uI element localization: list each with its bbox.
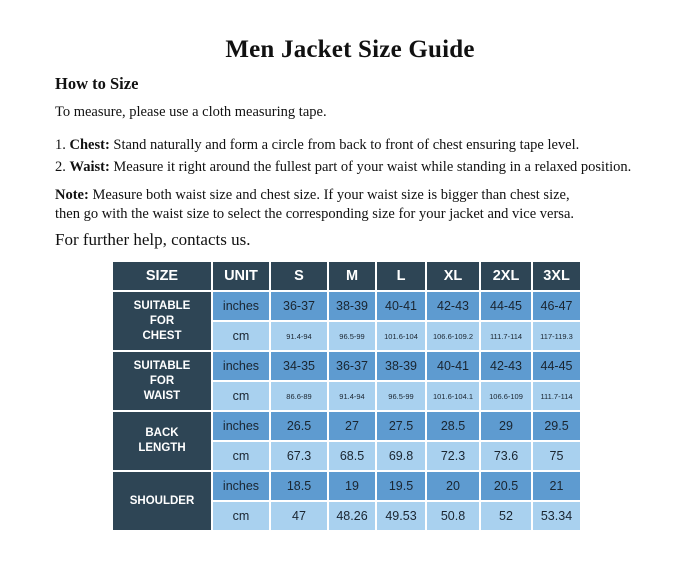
- size-cell: 47: [271, 502, 327, 530]
- size-cell: 117-119.3: [533, 322, 580, 350]
- size-cell: 49.53: [377, 502, 425, 530]
- size-cell: 106.6-109: [481, 382, 531, 410]
- size-cell: 19.5: [377, 472, 425, 500]
- unit-cell: cm: [213, 382, 269, 410]
- size-cell: 111.7-114: [481, 322, 531, 350]
- header-2xl: 2XL: [481, 262, 531, 290]
- unit-cell: cm: [213, 502, 269, 530]
- size-cell: 20.5: [481, 472, 531, 500]
- size-cell: 28.5: [427, 412, 479, 440]
- unit-cell: cm: [213, 322, 269, 350]
- size-cell: 26.5: [271, 412, 327, 440]
- size-cell: 96.5-99: [329, 322, 375, 350]
- size-cell: 86.6-89: [271, 382, 327, 410]
- size-cell: 40-41: [427, 352, 479, 380]
- header-3xl: 3XL: [533, 262, 580, 290]
- size-cell: 67.3: [271, 442, 327, 470]
- size-cell: 50.8: [427, 502, 479, 530]
- help-text: For further help, contacts us.: [55, 230, 251, 249]
- size-cell: 52: [481, 502, 531, 530]
- size-cell: 42-43: [427, 292, 479, 320]
- note-line-2: then go with the waist size to select the corresponding size for your jacket and vice versa.: [55, 206, 575, 222]
- instruction-text: Measure it right around the fullest part of your waist while standing in a relaxed position.: [109, 159, 632, 175]
- instruction-term: Waist:: [69, 159, 110, 175]
- size-cell: 53.34: [533, 502, 580, 530]
- note-line-1: Measure both waist size and chest size. If your waist size is bigger than chest size,: [88, 187, 570, 203]
- row-label-waist: SUITABLE FOR WAIST: [113, 352, 211, 410]
- size-cell: 69.8: [377, 442, 425, 470]
- table-row: [113, 352, 580, 380]
- size-cell: 38-39: [377, 352, 425, 380]
- header-m: M: [329, 262, 375, 290]
- instruction-number: 1.: [55, 137, 66, 153]
- size-cell: 42-43: [481, 352, 531, 380]
- size-cell: 19: [329, 472, 375, 500]
- table-row: [113, 472, 580, 500]
- unit-cell: inches: [213, 472, 269, 500]
- size-cell: 48.26: [329, 502, 375, 530]
- unit-cell: inches: [213, 412, 269, 440]
- size-cell: 29: [481, 412, 531, 440]
- note-term: Note:: [55, 187, 89, 203]
- size-cell: 91.4-94: [329, 382, 375, 410]
- size-cell: 36-37: [271, 292, 327, 320]
- table-row: [113, 412, 580, 440]
- header-xl: XL: [427, 262, 479, 290]
- size-cell: 38-39: [329, 292, 375, 320]
- instruction-number: 2.: [55, 159, 66, 175]
- unit-cell: inches: [213, 292, 269, 320]
- how-to-size-heading: How to Size: [55, 74, 139, 93]
- size-cell: 91.4-94: [271, 322, 327, 350]
- size-cell: 101.6-104: [377, 322, 425, 350]
- size-cell: 29.5: [533, 412, 580, 440]
- row-label-shoulder: SHOULDER: [113, 472, 211, 530]
- instruction-waist: [55, 159, 631, 176]
- size-cell: 44-45: [481, 292, 531, 320]
- note-paragraph: [55, 186, 675, 224]
- size-cell: 27.5: [377, 412, 425, 440]
- size-chart-table: [111, 260, 582, 532]
- size-cell: 101.6-104.1: [427, 382, 479, 410]
- header-s: S: [271, 262, 327, 290]
- size-cell: 73.6: [481, 442, 531, 470]
- intro-text: To measure, please use a cloth measuring tape.: [55, 104, 327, 120]
- size-cell: 44-45: [533, 352, 580, 380]
- size-cell: 111.7-114: [533, 382, 580, 410]
- size-cell: 27: [329, 412, 375, 440]
- header-size: SIZE: [113, 262, 211, 290]
- size-cell: 18.5: [271, 472, 327, 500]
- header-l: L: [377, 262, 425, 290]
- page-title: Men Jacket Size Guide: [225, 36, 475, 63]
- row-label-chest: SUITABLE FOR CHEST: [113, 292, 211, 350]
- size-cell: 40-41: [377, 292, 425, 320]
- table-row: [113, 292, 580, 320]
- size-cell: 34-35: [271, 352, 327, 380]
- size-cell: 72.3: [427, 442, 479, 470]
- unit-cell: inches: [213, 352, 269, 380]
- instruction-text: Stand naturally and form a circle from back to front of chest ensuring tape level.: [109, 137, 580, 153]
- size-cell: 106.6-109.2: [427, 322, 479, 350]
- size-cell: 75: [533, 442, 580, 470]
- size-cell: 96.5-99: [377, 382, 425, 410]
- table-header-row: [113, 262, 580, 290]
- instruction-term: Chest:: [69, 137, 110, 153]
- size-cell: 46-47: [533, 292, 580, 320]
- row-label-back-length: BACK LENGTH: [113, 412, 211, 470]
- size-cell: 20: [427, 472, 479, 500]
- header-unit: UNIT: [213, 262, 269, 290]
- size-cell: 68.5: [329, 442, 375, 470]
- size-cell: 36-37: [329, 352, 375, 380]
- unit-cell: cm: [213, 442, 269, 470]
- size-cell: 21: [533, 472, 580, 500]
- instruction-chest: [55, 137, 579, 154]
